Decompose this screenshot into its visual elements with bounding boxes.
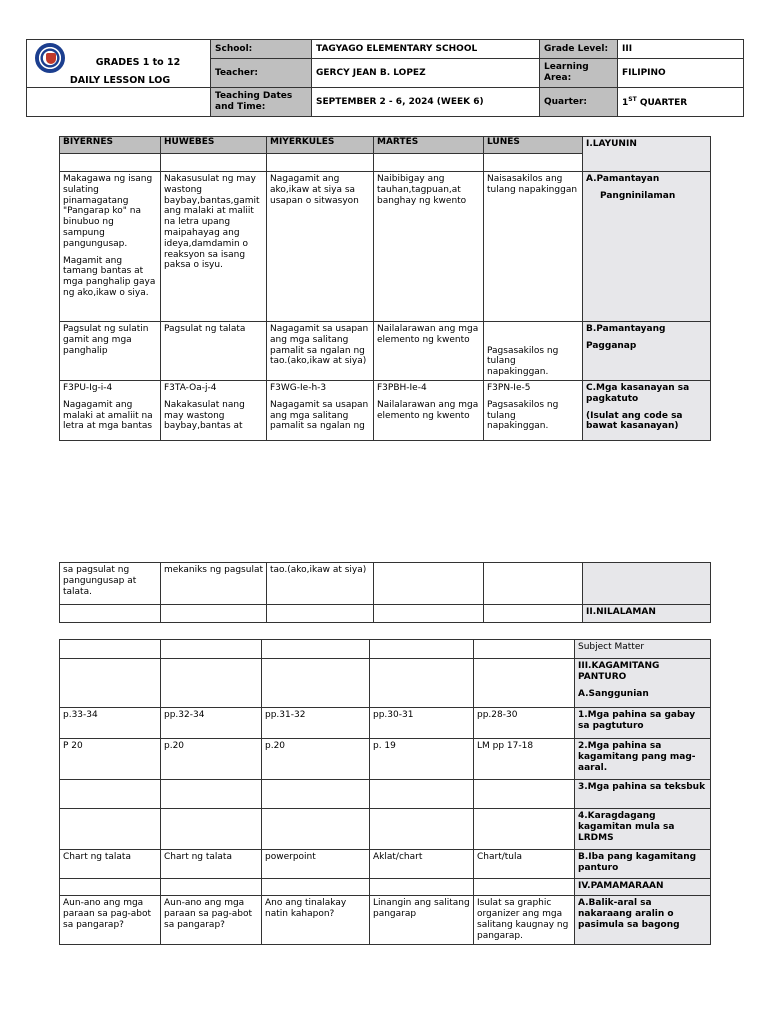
continued-thursday: mekaniks ng pagsulat [161, 563, 267, 605]
continuation-table [59, 562, 711, 623]
review-monday: Isulat sa graphic organizer ang mga salitang kaugnay ng pangarap. [474, 896, 575, 944]
blank-cell [484, 605, 583, 623]
blank-cell [474, 780, 575, 809]
dates-label: Teaching Dates and Time: [211, 88, 312, 117]
grade-label: Grade Level: [540, 40, 618, 59]
guide-pages-monday: pp.28-30 [474, 708, 575, 739]
blank-cell [60, 640, 161, 659]
header-title-cell [27, 40, 211, 88]
blank-cell [262, 879, 370, 896]
blank-cell [60, 605, 161, 623]
competency-thursday: F3TA-Oa-j-4 Nakakasulat nang may wastong baybay,bantas at [161, 381, 267, 441]
area-value: FILIPINO [618, 59, 744, 88]
competency-friday: F3PU-Ig-i-4 Nagagamit ang malaki at amaliit na letra at mga bantas [60, 381, 161, 441]
blank-cell [484, 154, 583, 172]
dates-value: SEPTEMBER 2 - 6, 2024 (WEEK 6) [312, 88, 540, 117]
blank-cell [474, 640, 575, 659]
blank-cell [262, 640, 370, 659]
blank-cell [474, 809, 575, 850]
learner-pages-wednesday: p.20 [262, 739, 370, 780]
school-label: School: [211, 40, 312, 59]
learner-pages-thursday: p.20 [161, 739, 262, 780]
review-friday: Aun-ano ang mga paraan sa pag-abot sa pangarap? [60, 896, 161, 944]
school-value: TAGYAGO ELEMENTARY SCHOOL [312, 40, 540, 59]
continued-monday [484, 563, 583, 605]
guide-pages-wednesday: pp.31-32 [262, 708, 370, 739]
performance-standard-friday: Pagsulat ng sulatin gamit ang mga panghalip [60, 322, 161, 381]
header-blank-cell [27, 88, 211, 117]
continued-tuesday [374, 563, 484, 605]
competency-tuesday: F3PBH-Ie-4 Nailalarawan ang mga elemento ng kwento [374, 381, 484, 441]
objectives-table [59, 136, 711, 441]
continued-friday: sa pagsulat ng pangungusap at talata. [60, 563, 161, 605]
continued-wednesday: tao.(ako,ikaw at siya) [267, 563, 374, 605]
blank-cell [161, 605, 267, 623]
review-thursday: Aun-ano ang mga paraan sa pag-abot sa pangarap? [161, 896, 262, 944]
teacher-value: GERCY JEAN B. LOPEZ [312, 59, 540, 88]
blank-cell [262, 780, 370, 809]
performance-standard-monday: Pagsasakilos ng tulang napakinggan. [484, 322, 583, 381]
day-header-friday: BIYERNES [60, 137, 161, 154]
blank-cell [161, 640, 262, 659]
day-header-tuesday: MARTES [374, 137, 484, 154]
blank-cell [474, 879, 575, 896]
area-label: Learning Area: [540, 59, 618, 88]
subject-matter-label: Subject Matter [575, 640, 711, 659]
blank-cell [262, 809, 370, 850]
blank-cell [161, 780, 262, 809]
blank-cell [60, 154, 161, 172]
blank-cell [60, 809, 161, 850]
learner-pages-friday: P 20 [60, 739, 161, 780]
day-header-monday: LUNES [484, 137, 583, 154]
guide-pages-label: 1.Mga pahina sa gabay sa pagtuturo [575, 708, 711, 739]
blank-cell [262, 659, 370, 708]
textbook-pages-label: 3.Mga pahina sa teksbuk [575, 780, 711, 809]
pamamaraan-heading: IV.PAMAMARAAN [575, 879, 711, 896]
other-materials-tuesday: Aklat/chart [370, 850, 474, 879]
doc-title-line1: GRADES 1 to 12 [95, 57, 181, 68]
blank-cell [161, 879, 262, 896]
other-materials-thursday: Chart ng talata [161, 850, 262, 879]
lrdms-label: 4.Karagdagang kagamitan mula sa LRDMS [575, 809, 711, 850]
quarter-value: 1ST QUARTER [618, 88, 744, 117]
learner-pages-tuesday: p. 19 [370, 739, 474, 780]
blank-cell [370, 640, 474, 659]
blank-cell [267, 605, 374, 623]
pamantayang-pagganap-label: B.Pamantayang Pagganap [583, 322, 711, 381]
competency-monday: F3PN-Ie-5 Pagsasakilos ng tulang napakinggan. [484, 381, 583, 441]
layunin-heading: I.LAYUNIN [583, 137, 711, 172]
competency-wednesday: F3WG-Ie-h-3 Nagagamit sa usapan ang mga salitang pamalit sa ngalan ng [267, 381, 374, 441]
nilalaman-heading: II.NILALAMAN [583, 605, 711, 623]
continued-label-blank [583, 563, 711, 605]
blank-cell [370, 879, 474, 896]
other-materials-monday: Chart/tula [474, 850, 575, 879]
blank-cell [60, 879, 161, 896]
learner-pages-label: 2.Mga pahina sa kagamitang pang mag-aaral. [575, 739, 711, 780]
day-header-wednesday: MIYERKULES [267, 137, 374, 154]
content-standard-wednesday: Nagagamit ang ako,ikaw at siya sa usapan o sitwasyon [267, 172, 374, 322]
blank-cell [60, 780, 161, 809]
blank-cell [60, 659, 161, 708]
other-materials-wednesday: powerpoint [262, 850, 370, 879]
learner-pages-monday: LM pp 17-18 [474, 739, 575, 780]
guide-pages-friday: p.33-34 [60, 708, 161, 739]
performance-standard-thursday: Pagsulat ng talata [161, 322, 267, 381]
kagamitan-heading: III.KAGAMITANG PANTURO A.Sanggunian [575, 659, 711, 708]
review-wednesday: Ano ang tinalakay natin kahapon? [262, 896, 370, 944]
blank-cell [161, 154, 267, 172]
blank-cell [161, 659, 262, 708]
quarter-label: Quarter: [540, 88, 618, 117]
review-tuesday: Linangin ang salitang pangarap [370, 896, 474, 944]
kasanayan-label: C.Mga kasanayan sa pagkatuto (Isulat ang code sa bawat kasanayan) [583, 381, 711, 441]
content-standard-thursday: Nakasusulat ng may wastong baybay,bantas,gamit ang malaki at maliit na letra upang maipahayag ang ideya,damdamin o reaksyon sa isang paksa o isyu. [161, 172, 267, 322]
deped-seal-icon [35, 43, 65, 73]
blank-cell [474, 659, 575, 708]
guide-pages-thursday: pp.32-34 [161, 708, 262, 739]
other-materials-friday: Chart ng talata [60, 850, 161, 879]
blank-cell [370, 780, 474, 809]
blank-cell [161, 809, 262, 850]
day-header-thursday: HUWEBES [161, 137, 267, 154]
grade-value: III [618, 40, 744, 59]
guide-pages-tuesday: pp.30-31 [370, 708, 474, 739]
teacher-label: Teacher: [211, 59, 312, 88]
other-materials-label: B.Iba pang kagamitang panturo [575, 850, 711, 879]
content-standard-friday: Makagawa ng isang sulating pinamagatang "Pangarap ko" na binubuo ng sampung pangungusap. Magamit ang tamang bantas at mga panghalip gaya ng ako,ikaw o siya. [60, 172, 161, 322]
pamantayan-label: A.Pamantayan Pangninilaman [583, 172, 711, 322]
blank-cell [267, 154, 374, 172]
resources-table [59, 639, 711, 945]
doc-title-line2: DAILY LESSON LOG [69, 75, 171, 86]
review-label: A.Balik-aral sa nakaraang aralin o pasimula sa bagong [575, 896, 711, 944]
blank-cell [374, 154, 484, 172]
content-standard-tuesday: Naibibigay ang tauhan,tagpuan,at banghay ng kwento [374, 172, 484, 322]
blank-cell [370, 809, 474, 850]
header-table [26, 39, 744, 117]
performance-standard-tuesday: Nailalarawan ang mga elemento ng kwento [374, 322, 484, 381]
blank-cell [370, 659, 474, 708]
blank-cell [374, 605, 484, 623]
performance-standard-wednesday: Nagagamit sa usapan ang mga salitang pamalit sa ngalan ng tao.(ako,ikaw at siya) [267, 322, 374, 381]
content-standard-monday: Naisasakilos ang tulang napakinggan [484, 172, 583, 322]
